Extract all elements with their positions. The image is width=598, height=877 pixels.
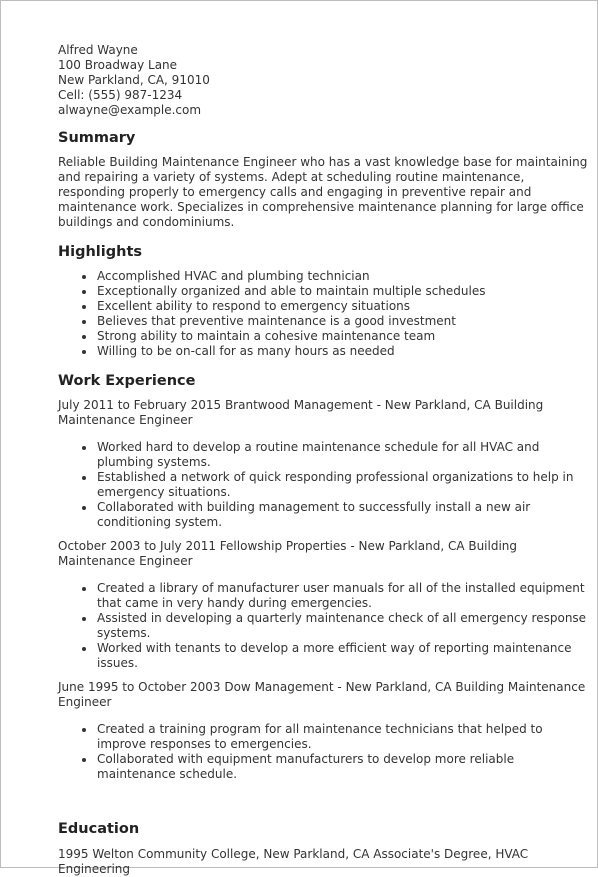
highlight-item: Strong ability to maintain a cohesive maintenance team [97,329,589,344]
job-bullets [58,581,589,671]
job-bullet: Created a library of manufacturer user manuals for all of the installed equipment that came in very handy during emergencies. [97,581,589,611]
job-bullet: Worked hard to develop a routine maintenance schedule for all HVAC and plumbing systems. [97,440,589,470]
highlight-item: Willing to be on-call for as many hours as needed [97,344,589,359]
job-bullet: Collaborated with building management to successfully install a new air conditioning system. [97,500,589,530]
job-entry [58,398,589,530]
summary-heading: Summary [58,130,136,146]
job-bullet: Created a training program for all maintenance technicians that helped to improve responses to emergencies. [97,722,589,752]
job-header: October 2003 to July 2011 Fellowship Properties - New Parkland, CA Building Maintenance Engineer [58,539,518,568]
job-bullet: Assisted in developing a quarterly maintenance check of all emergency response systems. [97,611,589,641]
job-bullet: Collaborated with equipment manufacturers to develop more reliable maintenance schedule. [97,752,589,782]
work-experience-heading: Work Experience [58,373,196,389]
highlight-item: Exceptionally organized and able to maintain multiple schedules [97,284,589,299]
highlight-item: Accomplished HVAC and plumbing technician [97,269,589,284]
highlight-item: Believes that preventive maintenance is a good investment [97,314,589,329]
job-bullets [58,440,589,530]
job-header: July 2011 to February 2015 Brantwood Management - New Parkland, CA Building Maintenance Engineer [58,398,544,427]
contact-email: alwayne@example.com [58,103,202,117]
contact-street: 100 Broadway Lane [58,58,178,72]
job-header: June 1995 to October 2003 Dow Management - New Parkland, CA Building Maintenance Engineer [58,680,586,709]
contact-phone: Cell: (555) 987-1234 [58,88,183,102]
contact-block [58,43,589,118]
job-entry [58,539,589,671]
job-bullet: Worked with tenants to develop a more efficient way of reporting maintenance issues. [97,641,589,671]
job-bullets [58,722,589,782]
highlights-heading: Highlights [58,244,143,260]
job-entry [58,680,589,782]
summary-text: Reliable Building Maintenance Engineer who has a vast knowledge base for maintaining and repairing a variety of systems. Adept at scheduling routine maintenance, responding properly to emergency calls and engaging in preventive repair and maintenance work. Specializes in comprehensive maintenance planning for large office buildings and condominiums. [58,155,588,229]
job-bullet: Established a network of quick responding professional organizations to help in emergency situations. [97,470,589,500]
education-heading: Education [58,821,140,837]
contact-city: New Parkland, CA, 91010 [58,73,210,87]
education-entry: 1995 Welton Community College, New Parkland, CA Associate's Degree, HVAC Engineering [58,847,529,876]
highlights-list [58,269,589,359]
contact-name: Alfred Wayne [58,43,138,57]
highlight-item: Excellent ability to respond to emergency situations [97,299,589,314]
